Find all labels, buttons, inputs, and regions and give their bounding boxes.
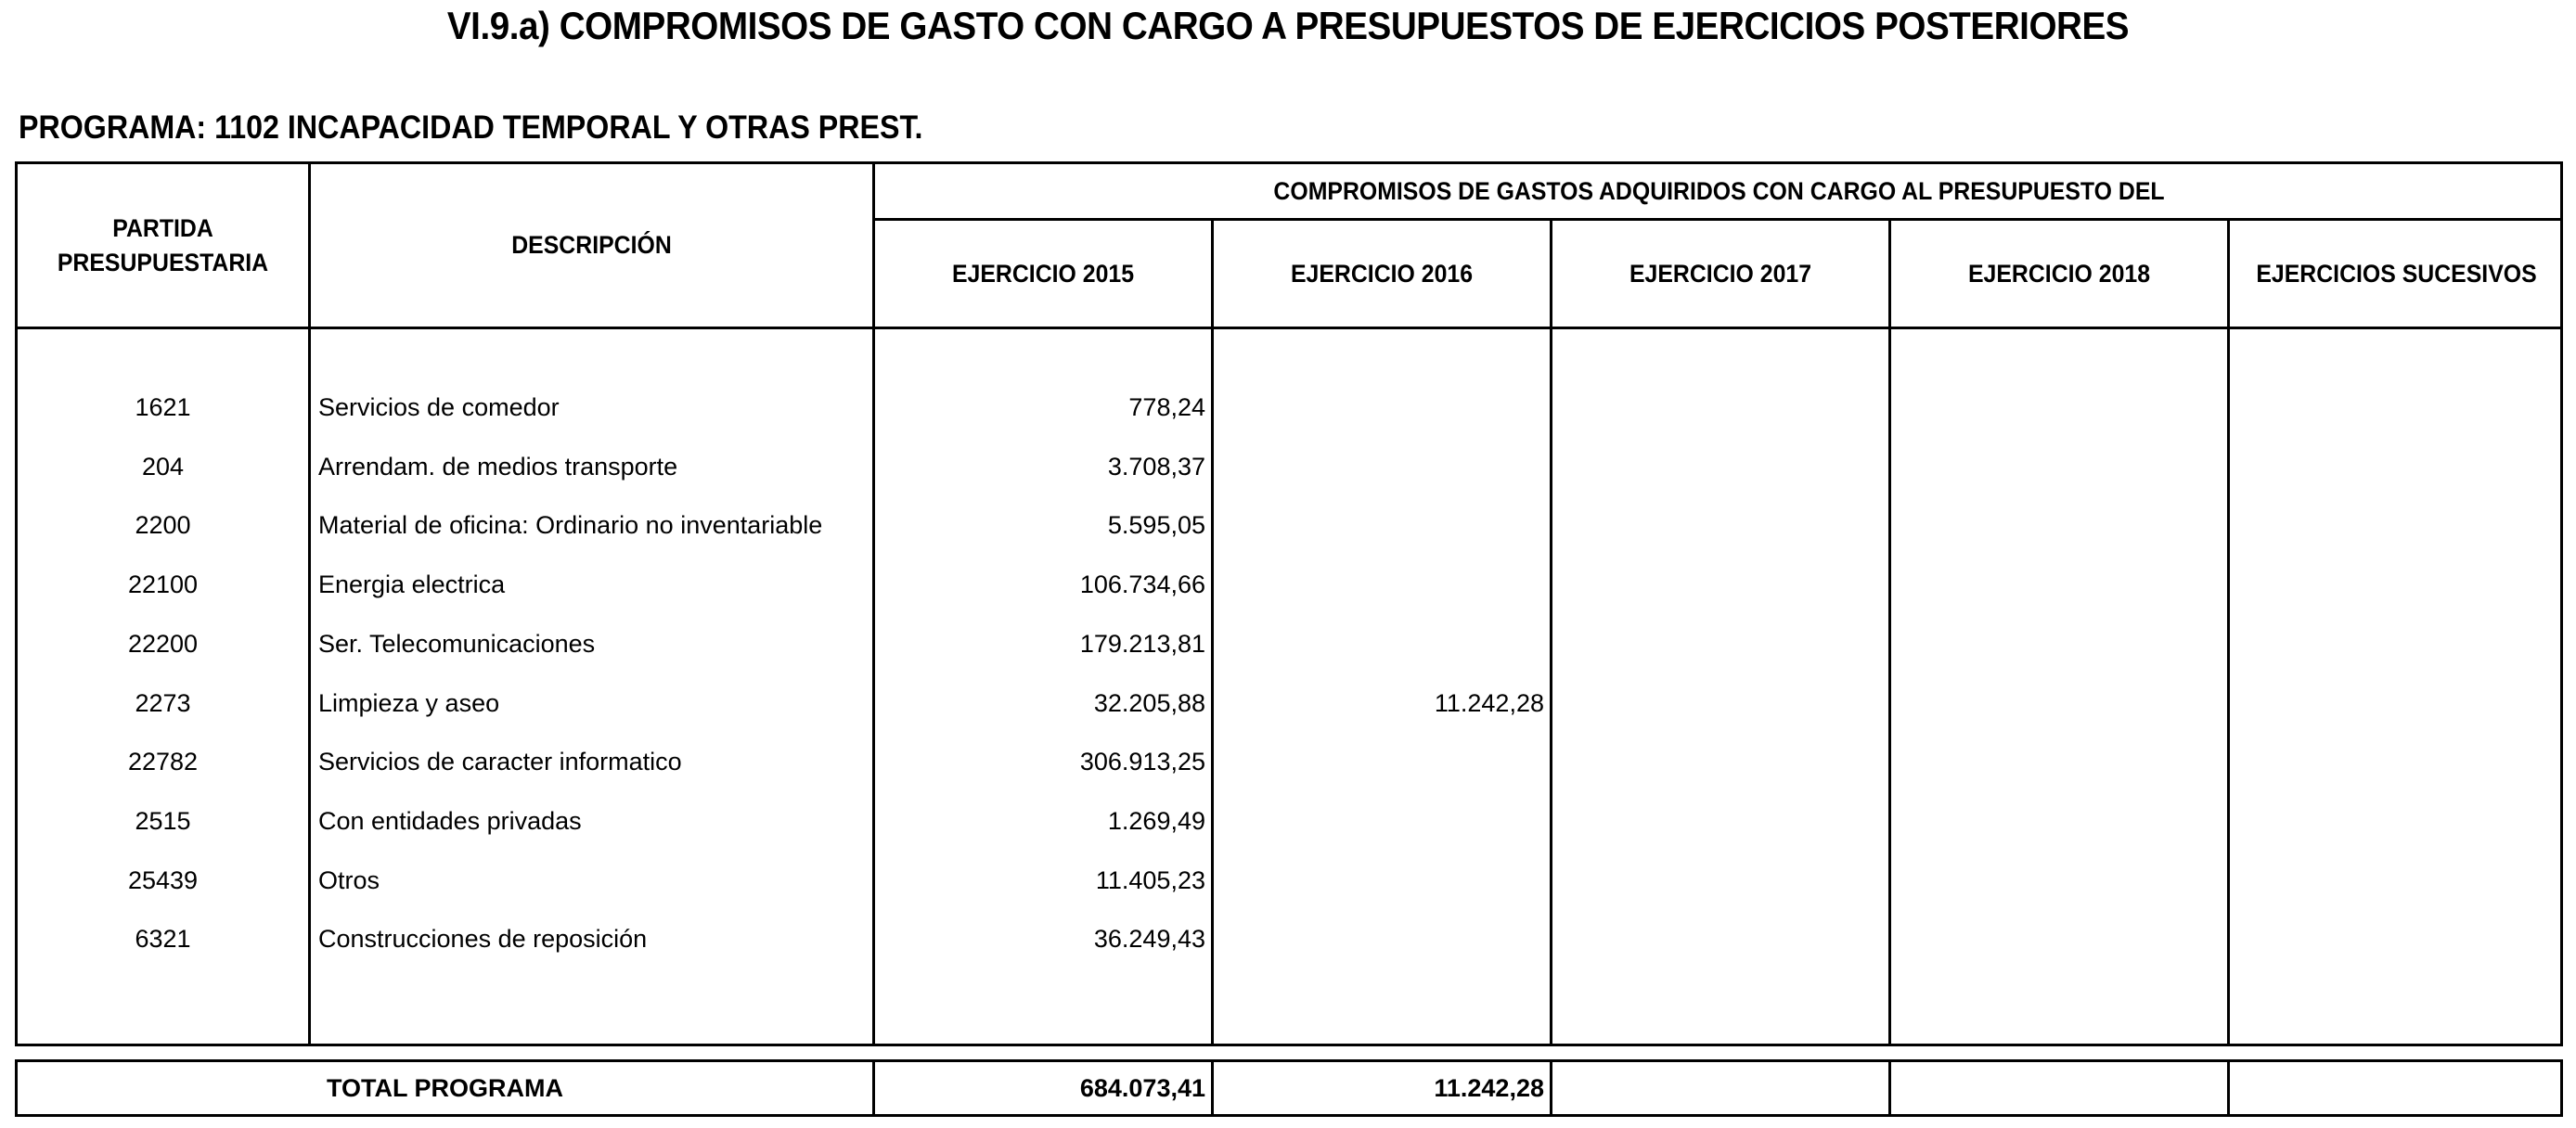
- column-divider: [1888, 1062, 1891, 1114]
- ejercicio-2016-cell: [1214, 802, 1544, 840]
- header-ejercicios-sucesivos: EJERCICIOS SUCESIVOS: [2256, 259, 2537, 288]
- ejercicio-2015-cell: 5.595,05: [1107, 511, 1205, 539]
- header-group: COMPROMISOS DE GASTOS ADQUIRIDOS CON CARGO AL PRESUPUESTO DEL: [1273, 176, 2165, 205]
- partida-cell: 1621: [135, 393, 191, 421]
- page-title: VI.9.a) COMPROMISOS DE GASTO CON CARGO A PRESUPUESTOS DE EJERCICIOS POSTERIORES: [446, 4, 2130, 47]
- ejercicio-2016-cell: 11.242,28: [1434, 689, 1544, 717]
- ejercicio-2015-cell: 11.405,23: [1095, 866, 1205, 894]
- partida-cell: 2515: [135, 807, 191, 835]
- partida-cell: 22782: [127, 748, 199, 776]
- total-label: TOTAL PROGRAMA: [327, 1074, 563, 1102]
- commitments-table: [15, 161, 2563, 1046]
- ejercicio-2015-cell: 179.213,81: [1079, 630, 1205, 658]
- partida-cell: 2200: [135, 511, 191, 539]
- descripcion-cell: Arrendam. de medios transporte: [318, 453, 678, 481]
- partida-cell: 22100: [127, 570, 199, 598]
- header-ejercicio-2017: EJERCICIO 2017: [1629, 259, 1812, 288]
- column-divider: [2227, 1062, 2230, 1114]
- total-ejercicio-2015: 684.073,41: [1079, 1074, 1205, 1102]
- descripcion-cell: Limpieza y aseo: [318, 689, 500, 717]
- column-divider: [1550, 1062, 1552, 1114]
- ejercicio-2015-cell: 32.205,88: [1093, 689, 1205, 717]
- descripcion-cell: Material de oficina: Ordinario no inventariable: [318, 511, 823, 539]
- total-ejercicio-2016: 11.242,28: [1434, 1074, 1544, 1102]
- total-row: [15, 1059, 2563, 1117]
- header-ejercicio-2018: EJERCICIO 2018: [1967, 259, 2151, 288]
- ejercicio-2016-cell: [1214, 566, 1544, 603]
- header-partida: PARTIDA PRESUPUESTARIA: [57, 214, 269, 276]
- descripcion-cell: Servicios de caracter informatico: [318, 748, 682, 776]
- partida-cell: 204: [141, 453, 185, 481]
- ejercicio-2015-cell: 3.708,37: [1107, 453, 1205, 481]
- header-ejercicio-2015: EJERCICIO 2015: [951, 259, 1135, 288]
- descripcion-cell: Construcciones de reposición: [318, 925, 648, 953]
- partida-cell: 6321: [135, 925, 191, 953]
- ejercicio-2015-cell: 106.734,66: [1079, 570, 1205, 598]
- header-descripcion: DESCRIPCIÓN: [511, 231, 672, 260]
- ejercicio-2015-cell: 306.913,25: [1079, 748, 1205, 776]
- partida-cell: 22200: [127, 630, 199, 658]
- partida-cell: 25439: [127, 866, 199, 894]
- descripcion-cell: Otros: [318, 866, 380, 894]
- column-divider: [1550, 218, 1552, 1044]
- descripcion-cell: Servicios de comedor: [318, 393, 560, 421]
- ejercicio-2015-cell: 778,24: [1128, 393, 1205, 421]
- ejercicio-2016-cell: [1214, 506, 1544, 544]
- descripcion-cell: Ser. Telecomunicaciones: [318, 630, 596, 658]
- header-ejercicio-2016: EJERCICIO 2016: [1290, 259, 1474, 288]
- ejercicio-2016-cell: [1214, 920, 1544, 957]
- column-divider: [872, 164, 875, 1044]
- ejercicio-2016-cell: [1214, 862, 1544, 899]
- programa-heading: PROGRAMA: 1102 INCAPACIDAD TEMPORAL Y OTRAS PREST.: [19, 109, 923, 146]
- ejercicio-2016-cell: [1214, 743, 1544, 780]
- ejercicio-2015-cell: 1.269,49: [1107, 807, 1205, 835]
- partida-cell: 2273: [135, 689, 191, 717]
- descripcion-cell: Con entidades privadas: [318, 807, 582, 835]
- ejercicio-2016-cell: [1214, 625, 1544, 662]
- column-divider: [2227, 218, 2230, 1044]
- descripcion-cell: Energia electrica: [318, 570, 506, 598]
- header-bottom-divider: [18, 327, 2560, 329]
- ejercicio-2016-cell: [1214, 389, 1544, 426]
- ejercicio-2015-cell: 36.249,43: [1093, 925, 1205, 953]
- column-divider: [1888, 218, 1891, 1044]
- column-divider: [308, 164, 311, 1044]
- ejercicio-2016-cell: [1214, 448, 1544, 485]
